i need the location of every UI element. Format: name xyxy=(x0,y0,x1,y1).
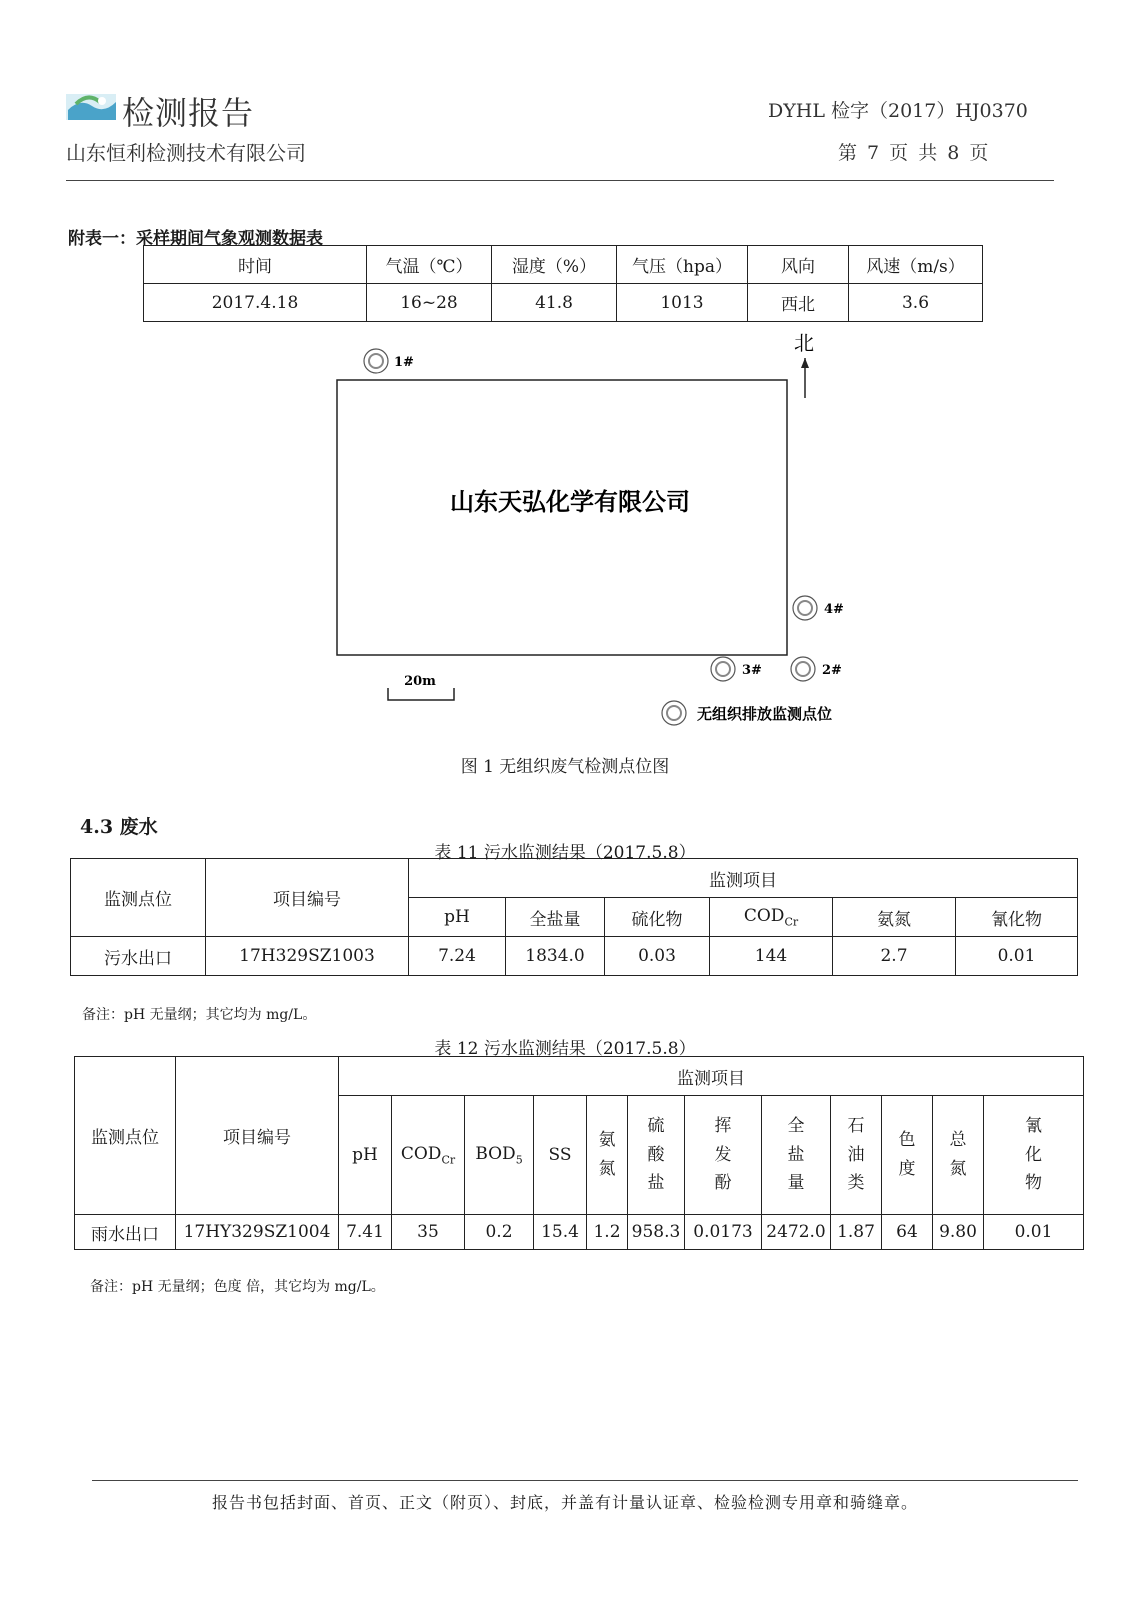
header-cell xyxy=(392,1096,465,1215)
cod-subscript: Cr xyxy=(784,915,799,929)
data-cell: 3.6 xyxy=(849,284,983,322)
header-cell: 全盐量 xyxy=(506,898,605,937)
cod-label: COD xyxy=(400,1143,442,1164)
north-label: 北 xyxy=(794,331,814,355)
table11 xyxy=(70,858,1078,976)
data-cell: 1013 xyxy=(617,284,748,322)
header-divider xyxy=(66,180,1054,181)
header-cell: 气压（hpa） xyxy=(617,246,748,284)
monitoring-map xyxy=(0,330,1130,730)
legend-label: 无组织排放监测点位 xyxy=(697,705,833,723)
header-cell: 监测点位 xyxy=(75,1057,176,1215)
data-cell: 9.80 xyxy=(933,1215,984,1250)
header-cell: 氨氮 xyxy=(833,898,956,937)
section-title: 4.3 废水 xyxy=(80,816,158,838)
data-cell: 144 xyxy=(710,937,833,976)
scale-bar xyxy=(388,674,454,700)
table11-note: 备注：pH 无量纲；其它均为 mg/L。 xyxy=(82,1007,317,1023)
table11-caption: 表 11 污水监测结果（2017.5.8） xyxy=(434,843,696,863)
header-cell: 氰 化 物 xyxy=(984,1096,1084,1215)
data-cell: 2017.4.18 xyxy=(144,284,367,322)
table12-note: 备注：pH 无量纲；色度 倍，其它均为 mg/L。 xyxy=(90,1279,385,1295)
point-3 xyxy=(711,657,762,681)
data-cell: 17HY329SZ1004 xyxy=(176,1215,339,1250)
header-cell: 监测点位 xyxy=(71,859,206,937)
data-cell: 35 xyxy=(392,1215,465,1250)
cod-label: COD xyxy=(743,905,785,926)
header-cell: 总 氮 xyxy=(933,1096,984,1215)
header-cell: pH xyxy=(339,1096,392,1215)
data-cell: 雨水出口 xyxy=(75,1215,176,1250)
facility-boundary xyxy=(337,380,787,655)
map-legend xyxy=(662,701,832,725)
data-cell: 958.3 xyxy=(628,1215,685,1250)
company-logo xyxy=(66,90,118,124)
weather-caption: 附表一：采样期间气象观测数据表 xyxy=(68,229,323,249)
facility-label: 山东天弘化学有限公司 xyxy=(450,488,690,516)
data-cell: 64 xyxy=(882,1215,933,1250)
data-cell: 污水出口 xyxy=(71,937,206,976)
header-cell: 全 盐 量 xyxy=(762,1096,831,1215)
data-cell: 0.01 xyxy=(984,1215,1084,1250)
data-cell: 2472.0 xyxy=(762,1215,831,1250)
data-cell: 西北 xyxy=(748,284,849,322)
cod-subscript: Cr xyxy=(441,1153,456,1167)
document-number: DYHL 检字（2017）HJ0370 xyxy=(768,100,1028,122)
header-cell xyxy=(465,1096,534,1215)
data-cell: 0.2 xyxy=(465,1215,534,1250)
table-row xyxy=(71,937,1078,976)
header-cell: 项目编号 xyxy=(206,859,409,937)
data-cell: 7.41 xyxy=(339,1215,392,1250)
footer-text: 报告书包括封面、首页、正文（附页）、封底，并盖有计量认证章、检验检测专用章和骑缝章。 xyxy=(211,1493,918,1512)
table12 xyxy=(74,1056,1084,1250)
header-cell: 挥 发 酚 xyxy=(685,1096,762,1215)
table-row xyxy=(71,859,1078,898)
table-row xyxy=(75,1057,1084,1096)
header-cell: 硫化物 xyxy=(605,898,710,937)
bod-label: BOD xyxy=(475,1143,516,1164)
point-label: 1# xyxy=(394,355,414,370)
header-cell: 时间 xyxy=(144,246,367,284)
header-cell: 气温（℃） xyxy=(367,246,492,284)
header-cell: 风向 xyxy=(748,246,849,284)
data-cell: 1834.0 xyxy=(506,937,605,976)
data-cell: 0.01 xyxy=(956,937,1078,976)
report-title: 检测报告 xyxy=(122,94,255,132)
page-indicator: 第 7 页 共 8 页 xyxy=(838,142,991,164)
header-cell: 风速（m/s） xyxy=(849,246,983,284)
header-cell: 氰化物 xyxy=(956,898,1078,937)
data-cell: 2.7 xyxy=(833,937,956,976)
header-cell: 石 油 类 xyxy=(831,1096,882,1215)
point-label: 2# xyxy=(822,663,842,678)
table-row xyxy=(75,1215,1084,1250)
point-label: 4# xyxy=(824,602,844,617)
point-2 xyxy=(791,657,842,681)
data-cell: 0.0173 xyxy=(685,1215,762,1250)
point-label: 3# xyxy=(742,663,762,678)
data-cell: 7.24 xyxy=(409,937,506,976)
data-cell: 17H329SZ1003 xyxy=(206,937,409,976)
header-cell: 硫 酸 盐 xyxy=(628,1096,685,1215)
footer-divider xyxy=(92,1480,1078,1481)
data-cell: 41.8 xyxy=(492,284,617,322)
header-cell: 项目编号 xyxy=(176,1057,339,1215)
data-cell: 16~28 xyxy=(367,284,492,322)
header-cell: 湿度（%） xyxy=(492,246,617,284)
table12-caption: 表 12 污水监测结果（2017.5.8） xyxy=(434,1039,696,1059)
point-1 xyxy=(364,349,414,373)
header-cell: 色 度 xyxy=(882,1096,933,1215)
scale-label: 20m xyxy=(404,674,436,689)
data-cell: 1.2 xyxy=(587,1215,628,1250)
header-cell: 氨 氮 xyxy=(587,1096,628,1215)
data-cell: 0.03 xyxy=(605,937,710,976)
header-cell: pH xyxy=(409,898,506,937)
header-cell xyxy=(710,898,833,937)
data-cell: 15.4 xyxy=(534,1215,587,1250)
figure-caption: 图 1 无组织废气检测点位图 xyxy=(460,757,670,777)
header-cell: 监测项目 xyxy=(409,859,1078,898)
data-cell: 1.87 xyxy=(831,1215,882,1250)
weather-table xyxy=(143,245,983,322)
header-cell: 监测项目 xyxy=(339,1057,1084,1096)
table-row xyxy=(144,284,983,322)
table-row xyxy=(144,246,983,284)
header-cell: SS xyxy=(534,1096,587,1215)
company-name: 山东恒利检测技术有限公司 xyxy=(66,141,306,165)
north-arrow xyxy=(794,331,814,398)
bod-subscript: 5 xyxy=(515,1153,523,1167)
point-4 xyxy=(793,596,844,620)
